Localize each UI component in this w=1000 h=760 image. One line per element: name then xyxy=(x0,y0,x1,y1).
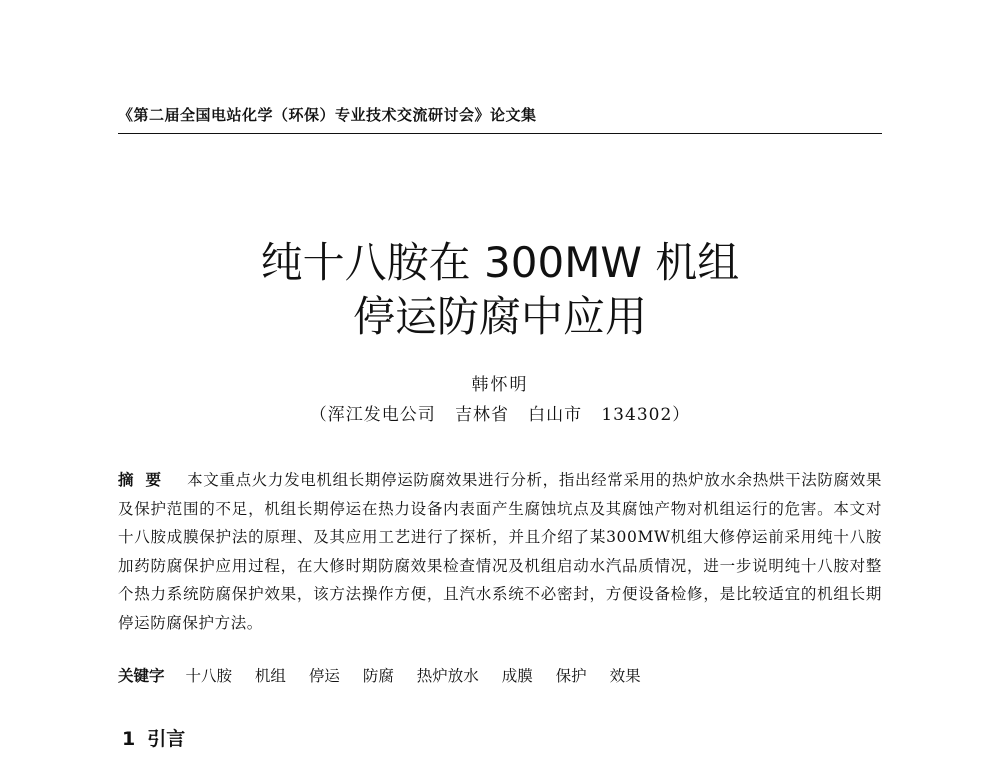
keyword: 十八胺 xyxy=(185,667,232,685)
paper-title-line-1: 纯十八胺在 300MW 机组 xyxy=(260,238,740,287)
keyword: 效果 xyxy=(609,667,641,685)
keyword: 保护 xyxy=(555,667,587,685)
keyword: 机组 xyxy=(254,667,286,685)
keyword: 热炉放水 xyxy=(416,667,479,685)
keyword: 停运 xyxy=(308,667,340,685)
keyword: 成膜 xyxy=(501,667,533,685)
keywords xyxy=(118,664,882,686)
running-header: 《第二届全国电站化学（环保）专业技术交流研讨会》论文集 xyxy=(118,106,537,124)
author-affiliation: （浑江发电公司 吉林省 白山市 134302） xyxy=(309,405,691,425)
abstract-label: 摘要 xyxy=(118,471,174,489)
abstract xyxy=(118,466,882,637)
author-name: 韩怀明 xyxy=(471,375,529,395)
section-title: 引言 xyxy=(147,728,186,750)
keywords-label: 关键字 xyxy=(118,667,165,685)
abstract-text: 本文重点火力发电机组长期停运防腐效果进行分析，指出经常采用的热炉放水余热烘干法防腐效果及保护范围的不足，机组长期停运在热力设备内表面产生腐蚀坑点及其腐蚀产物对机组运行的危害。本文对十八胺成膜保护法的原理、及其应用工艺进行了探析，并且介绍了某300MW机组大修停运前采用纯十八胺加药防腐保护应用过程，在大修时期防腐效果检查情况及机组启动水汽品质情况，进一步说明纯十八胺对整个热力系统防腐保护效果，该方法操作方便，且汽水系统不必密封，方便设备检修，是比较适宜的机组长期停运防腐保护方法。 xyxy=(118,471,882,632)
section-number: 1 xyxy=(122,728,136,750)
paper-title-line-2: 停运防腐中应用 xyxy=(352,292,647,341)
header-rule xyxy=(118,133,882,134)
keyword: 防腐 xyxy=(362,667,394,685)
section-heading xyxy=(122,724,185,751)
